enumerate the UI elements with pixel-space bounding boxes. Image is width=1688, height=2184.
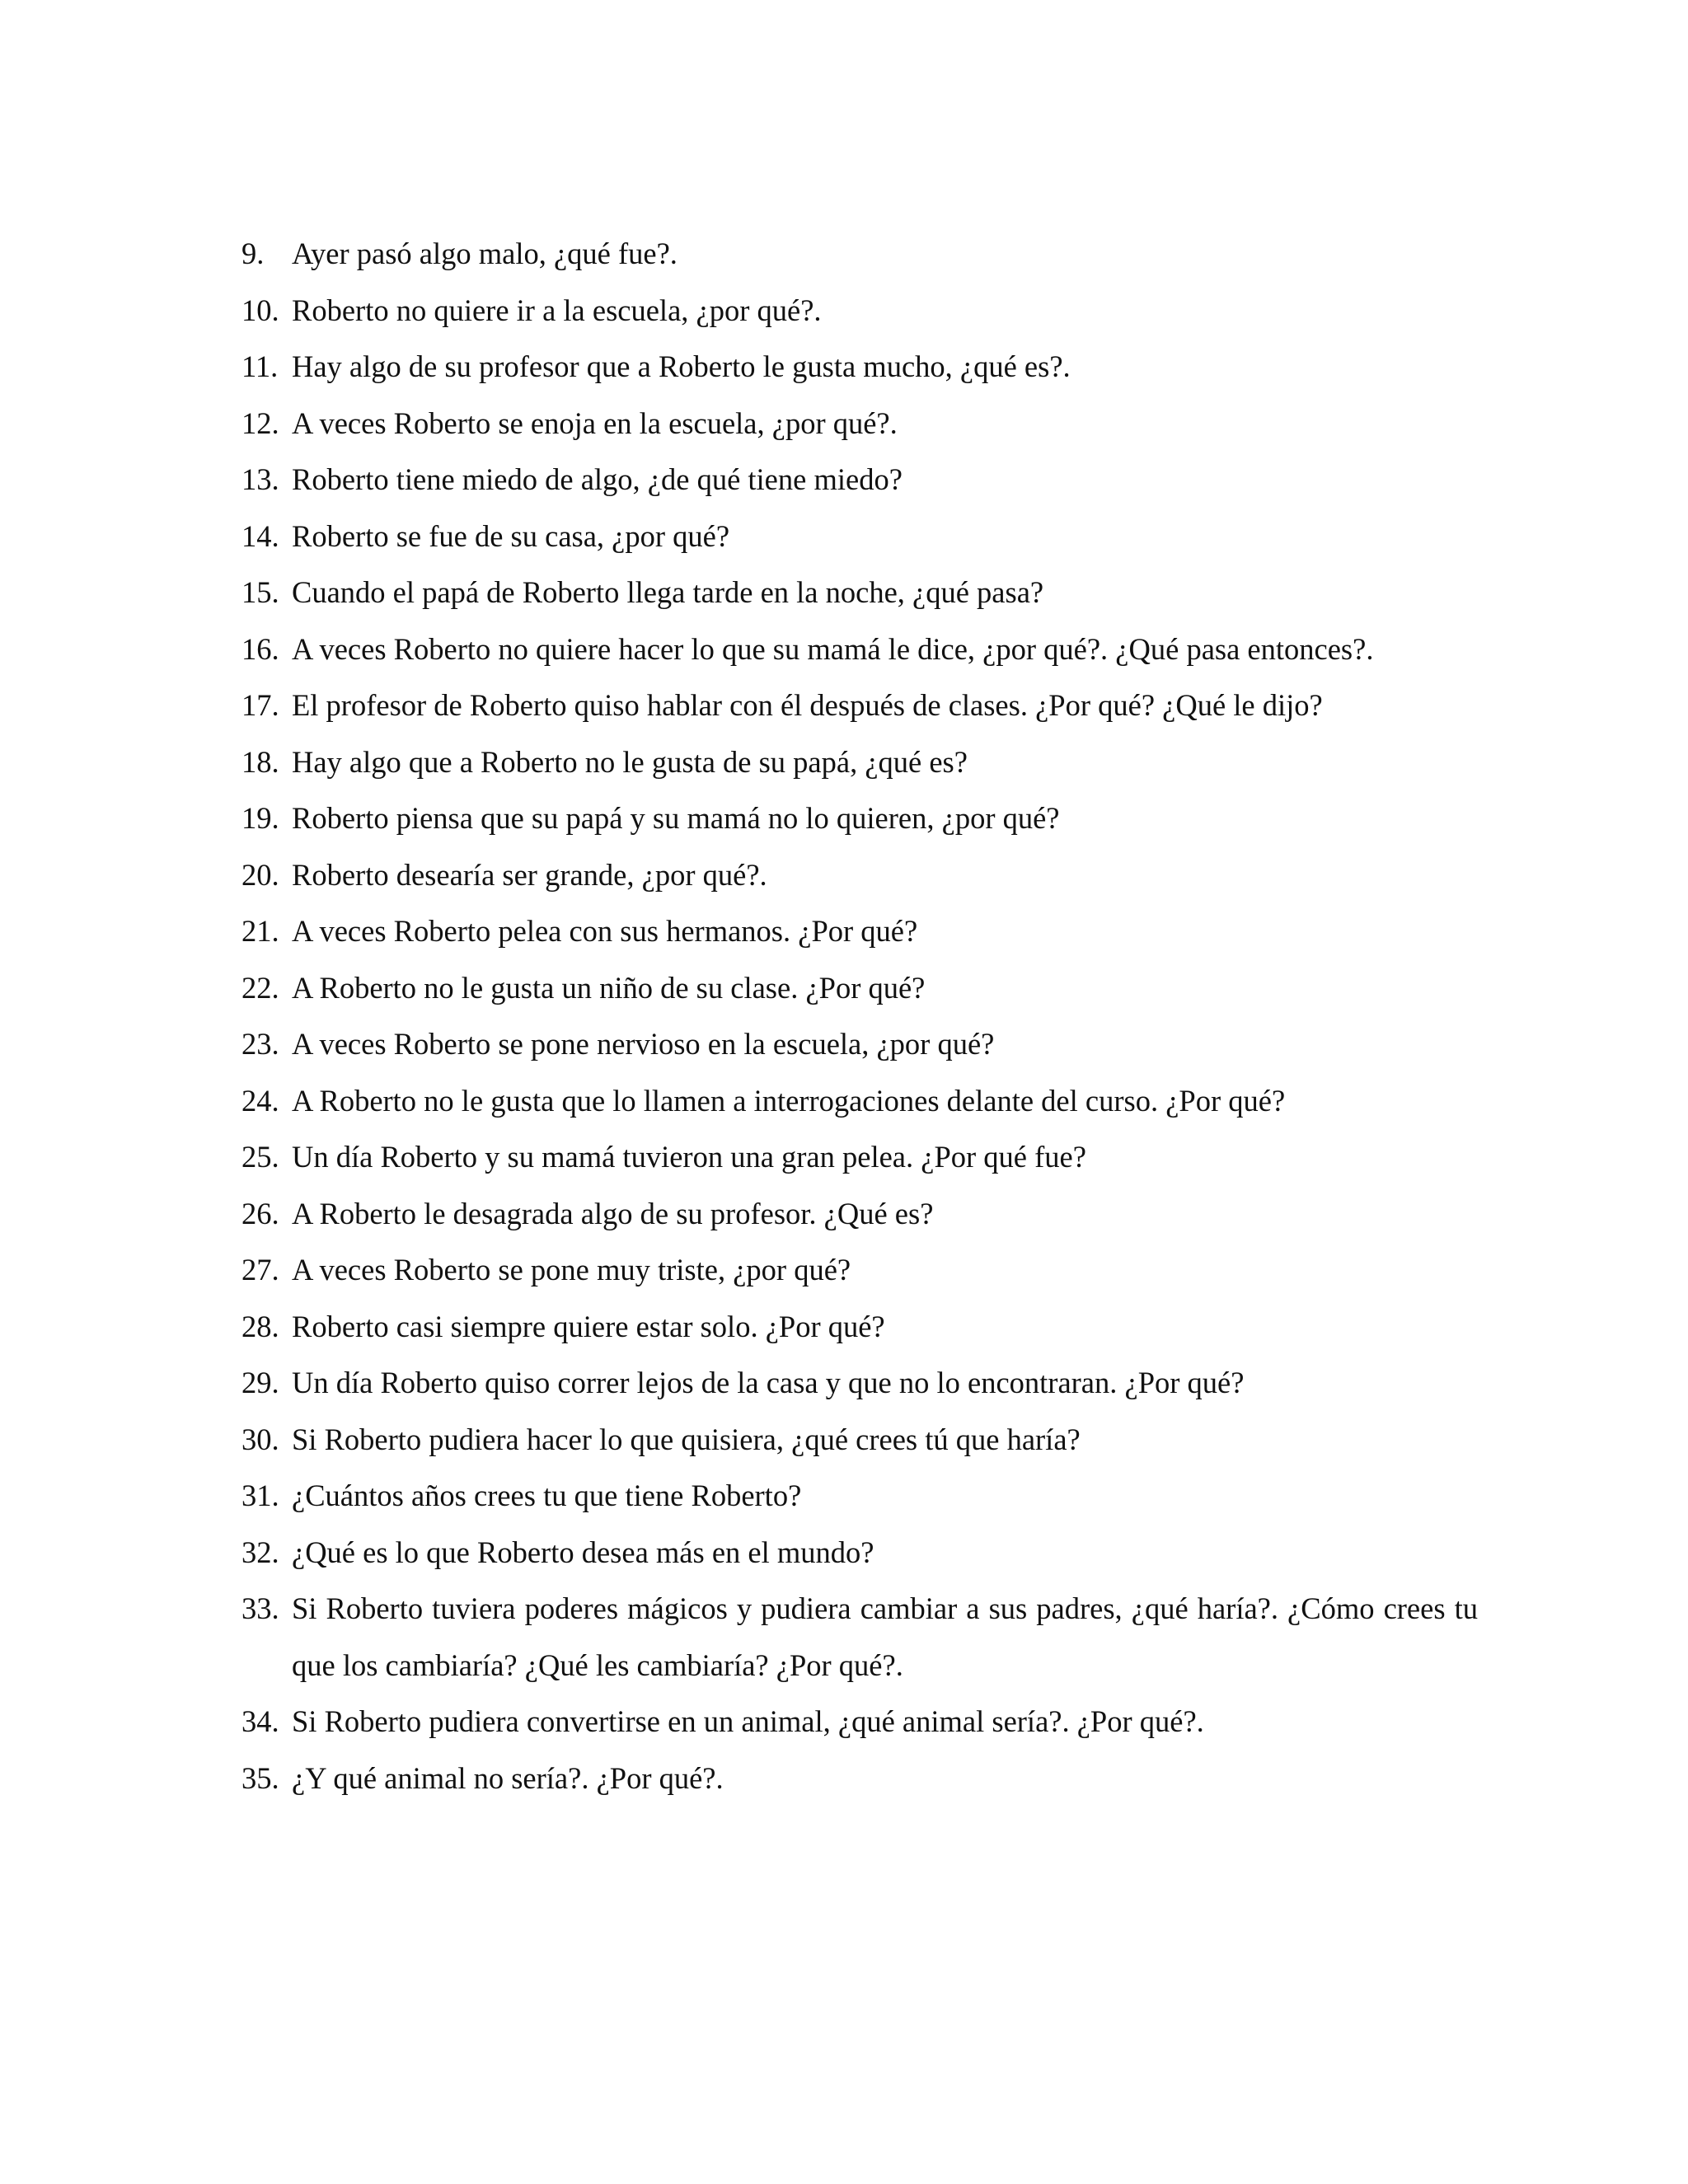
question-item [241,790,1478,847]
question-text: Roberto tiene miedo de algo, ¿de qué tiene miedo? [292,462,903,496]
question-item [241,1129,1478,1186]
question-text: ¿Cuántos años crees tu que tiene Roberto? [292,1479,802,1512]
question-number: 30. [241,1422,279,1456]
question-text: Hay algo que a Roberto no le gusta de su papá, ¿qué es? [292,744,968,779]
question-number: 34. [241,1704,279,1738]
question-item [241,565,1478,621]
question-number: 31. [241,1479,279,1512]
question-number: 11. [241,349,279,383]
question-item [241,1694,1478,1750]
question-item [241,396,1478,452]
question-item [241,283,1478,340]
question-text: A veces Roberto se pone muy triste, ¿por qué? [292,1253,851,1286]
question-item [241,1525,1478,1582]
question-item [241,1073,1478,1130]
question-item [241,1242,1478,1299]
question-item [241,1186,1478,1243]
question-number: 19. [241,801,279,835]
question-text: Roberto se fue de su casa, ¿por qué? [292,518,730,553]
question-text: Si Roberto tuviera poderes mágicos y pudiera cambiar a sus padres, ¿qué haría?. ¿Cómo crees tu que los cambiaría? ¿Qué les cambiaría? ¿Por qué?. [292,1591,1478,1682]
question-number: 10. [241,293,279,327]
question-number: 22. [241,970,279,1005]
question-text: Roberto no quiere ir a la escuela, ¿por qué?. [292,293,822,327]
question-number: 9. [241,237,265,270]
question-text: Un día Roberto y su mamá tuvieron una gran pelea. ¿Por qué fue? [292,1140,1086,1174]
question-number: 18. [241,744,279,779]
question-text: Si Roberto pudiera convertirse en un animal, ¿qué animal sería?. ¿Por qué?. [292,1704,1204,1738]
question-number: 14. [241,518,279,553]
question-item [241,677,1478,734]
question-list [241,226,1478,1807]
question-item [241,847,1478,904]
question-text: Ayer pasó algo malo, ¿qué fue?. [292,237,678,270]
question-text: Si Roberto pudiera hacer lo que quisiera, ¿qué crees tú que haría? [292,1422,1081,1456]
question-item [241,621,1478,678]
question-number: 15. [241,575,279,609]
question-number: 21. [241,914,279,948]
question-number: 35. [241,1760,279,1795]
question-number: 28. [241,1309,279,1343]
question-text: ¿Qué es lo que Roberto desea más en el mundo? [292,1535,874,1569]
question-text: A Roberto le desagrada algo de su profesor. ¿Qué es? [292,1196,934,1230]
question-number: 25. [241,1140,279,1174]
question-text: Hay algo de su profesor que a Roberto le gusta mucho, ¿qué es?. [292,349,1071,383]
question-text: A veces Roberto se enoja en la escuela, ¿por qué?. [292,405,898,440]
question-item [241,734,1478,791]
question-item [241,339,1478,396]
question-number: 12. [241,405,279,440]
question-item [241,1750,1478,1807]
question-text: Un día Roberto quiso correr lejos de la casa y que no lo encontraran. ¿Por qué? [292,1366,1245,1399]
question-text: A veces Roberto pelea con sus hermanos. ¿Por qué? [292,914,918,948]
question-text: A veces Roberto no quiere hacer lo que su mamá le dice, ¿por qué?. ¿Qué pasa entonces?. [292,631,1374,666]
question-item [241,509,1478,565]
question-number: 13. [241,462,279,496]
question-text: A Roberto no le gusta un niño de su clase. ¿Por qué? [292,970,926,1005]
question-text: ¿Y qué animal no sería?. ¿Por qué?. [292,1760,724,1795]
question-item [241,1581,1478,1694]
question-number: 16. [241,631,279,666]
question-text: El profesor de Roberto quiso hablar con él después de clases. ¿Por qué? ¿Qué le dijo? [292,688,1323,722]
question-number: 26. [241,1196,279,1230]
question-number: 27. [241,1253,279,1286]
question-number: 23. [241,1027,279,1061]
question-number: 20. [241,857,279,892]
question-number: 33. [241,1591,279,1625]
question-item [241,1468,1478,1525]
question-text: Cuando el papá de Roberto llega tarde en la noche, ¿qué pasa? [292,575,1044,609]
question-text: A Roberto no le gusta que lo llamen a interrogaciones delante del curso. ¿Por qué? [292,1083,1286,1118]
question-item [241,1412,1478,1469]
question-number: 29. [241,1366,279,1399]
question-text: Roberto casi siempre quiere estar solo. ¿Por qué? [292,1309,885,1343]
question-item [241,1016,1478,1073]
question-item [241,452,1478,509]
question-number: 24. [241,1083,279,1118]
question-number: 17. [241,688,279,722]
question-item [241,1355,1478,1412]
question-item [241,1299,1478,1356]
question-item [241,903,1478,960]
question-text: A veces Roberto se pone nervioso en la escuela, ¿por qué? [292,1027,995,1061]
question-item [241,960,1478,1017]
question-text: Roberto piensa que su papá y su mamá no lo quieren, ¿por qué? [292,801,1060,835]
question-text: Roberto desearía ser grande, ¿por qué?. [292,857,767,892]
question-number: 32. [241,1535,279,1569]
question-item [241,226,1478,283]
